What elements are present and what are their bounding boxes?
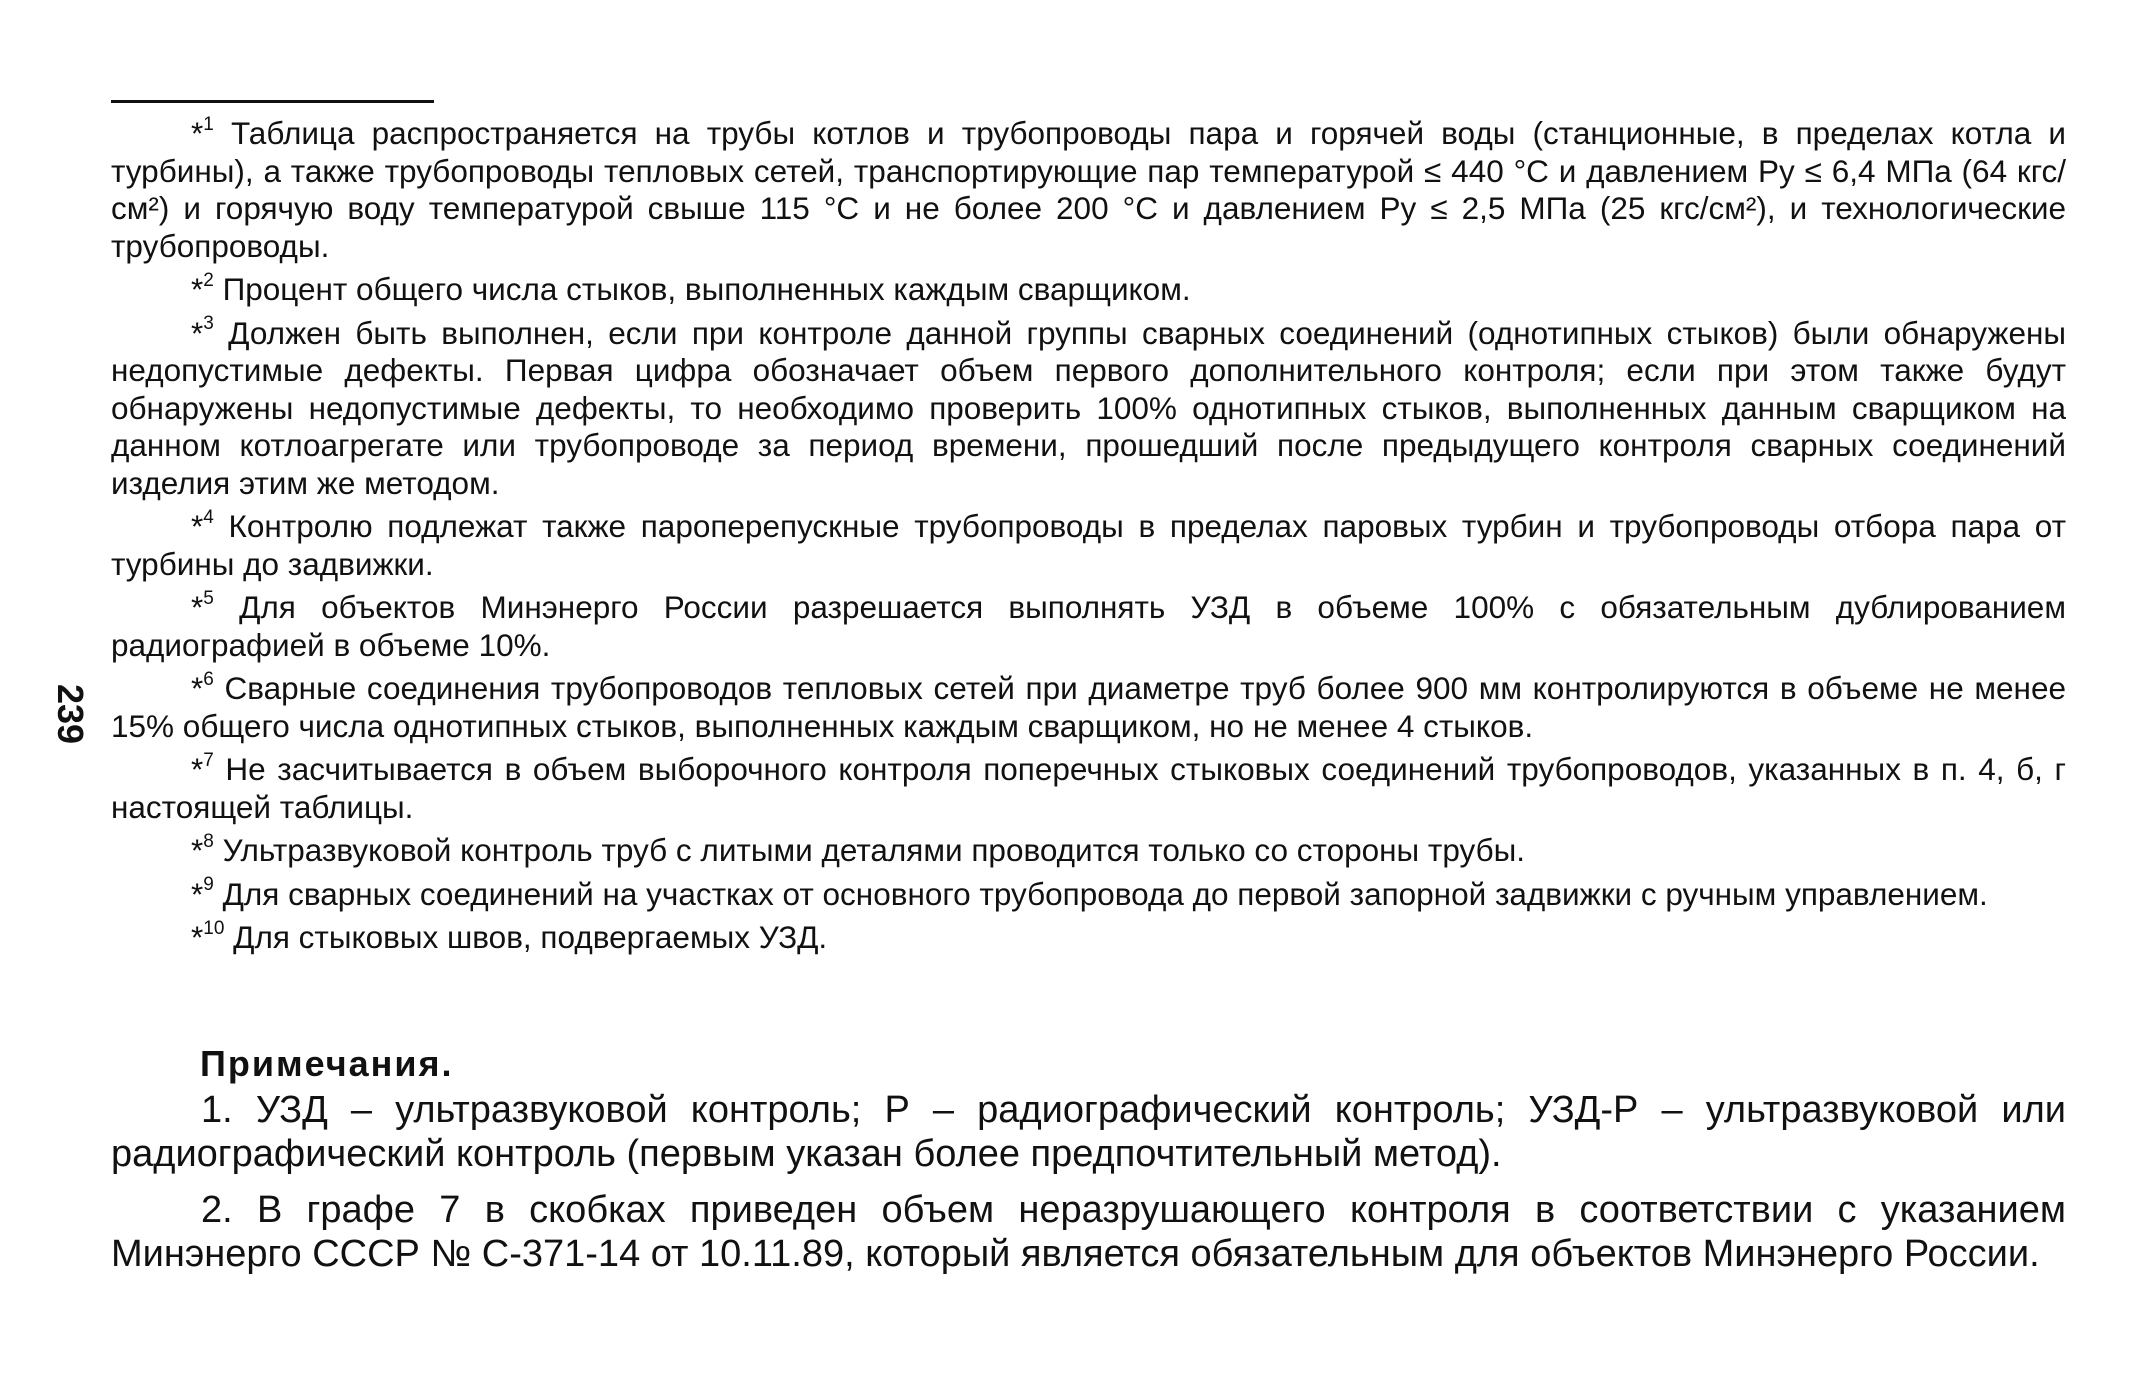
footnote-text: Для сварных соединений на участках от основного трубопровода до первой запорной задвижки с ручным управлением. [213, 875, 1988, 912]
footnote-number: 1 [203, 113, 214, 135]
footnote-number: 5 [203, 587, 214, 609]
footnote-text: Сварные соединения трубопроводов тепловых сетей при диаметре труб более 900 мм контролируются в объеме не менее 15% общего числа однотипных стыков, выполненных каждым сварщиком, но не менее 4 стыков. [111, 670, 2066, 744]
footnote-marker: * [191, 508, 204, 544]
footnote-number: 8 [203, 830, 214, 852]
footnote [111, 589, 2066, 664]
footnote-text: Процент общего числа стыков, выполненных каждым сварщиком. [213, 271, 1191, 307]
footnote-marker: * [191, 314, 204, 351]
footnote [111, 271, 2066, 309]
footnote-text: Контролю подлежат также пароперепускные трубопроводы в пределах паровых турбин и трубопроводы отбора пара от турбины до задвижки. [111, 508, 2066, 582]
notes-heading: Примечания. [200, 1043, 454, 1084]
footnote-marker: * [191, 589, 204, 625]
footnote-text: Ультразвуковой контроль труб с литыми деталями проводится только со стороны трубы. [213, 832, 1526, 868]
footnote-number: 7 [203, 749, 214, 771]
footnote-text: Таблица распространяется на трубы котлов и трубопроводы пара и горячей воды (станционные, в пределах котла и турбины), а также трубопроводы тепловых сетей, транспортирующие пар температурой ≤ 440 °С и давлением Pу ≤ 6,4 МПа (64 кгс/см²) и горячую воду температурой свыше 115 °С и не более 200 °С и давлением Pу ≤ 2,5 МПа (25 кгс/см²), и технологические трубопроводы. [111, 115, 2066, 264]
notes-block [111, 1088, 2066, 1288]
footnote-text: Должен быть выполнен, если при контроле данной группы сварных соединений (однотипных стыков) были обнаружены недопустимые дефекты. Первая цифра обозначает объем первого дополнительного контроля; если при этом также будут обнаружены недопустимые дефекты, то необходимо проверить 100% однотипных стыков, выполненных данным сварщиком на данном котлоагрегате или трубопроводе за период времени, прошедший после предыдущего контроля сварных соединений изделия этим же методом. [111, 314, 2066, 501]
footnote-number: 2 [203, 269, 214, 291]
footnote-number: 6 [203, 668, 214, 690]
footnote-marker: * [191, 919, 204, 955]
page-number: 239 [50, 683, 91, 745]
footnote-marker: * [191, 832, 204, 868]
footnote [111, 670, 2066, 745]
footnote-number: 9 [203, 874, 214, 895]
footnote-marker: * [191, 751, 204, 787]
footnote-number: 3 [203, 313, 214, 334]
footnote-number: 4 [203, 506, 214, 528]
footnote [111, 115, 2066, 265]
footnote [111, 832, 2066, 870]
footnote-separator-rule [111, 100, 434, 103]
footnote-marker: * [191, 875, 204, 912]
footnote [111, 508, 2066, 583]
footnote-number: 10 [203, 917, 225, 939]
note-item: 1. УЗД – ультразвуковой контроль; Р – радиографический контроль; УЗД-Р – ультразвуковой или радиографический контроль (первым указан более предпочтительный метод). [111, 1089, 2066, 1175]
footnote [111, 919, 2066, 957]
footnote-text: Не засчитывается в объем выборочного контроля поперечных стыковых соединений трубопроводов, указанных в п. 4, б, г настоящей таблицы. [111, 751, 2066, 825]
footnote [111, 315, 2066, 503]
footnote [111, 876, 2066, 914]
footnote-marker: * [191, 271, 204, 307]
footnote-marker: * [191, 670, 204, 706]
note-item: 2. В графе 7 в скобках приведен объем неразрушающего контроля в соответствии с указанием Минэнерго СССР № С-371-14 от 10.11.89, который является обязательным для объектов Минэнерго России. [111, 1189, 2066, 1275]
footnotes-block [111, 115, 2066, 963]
footnote-text: Для стыковых швов, подвергаемых УЗД. [224, 919, 828, 955]
footnote-text: Для объектов Минэнерго России разрешается выполнять УЗД в объеме 100% с обязательным дублированием радиографией в объеме 10%. [111, 589, 2066, 663]
footnote-marker: * [191, 115, 204, 151]
footnote [111, 751, 2066, 826]
